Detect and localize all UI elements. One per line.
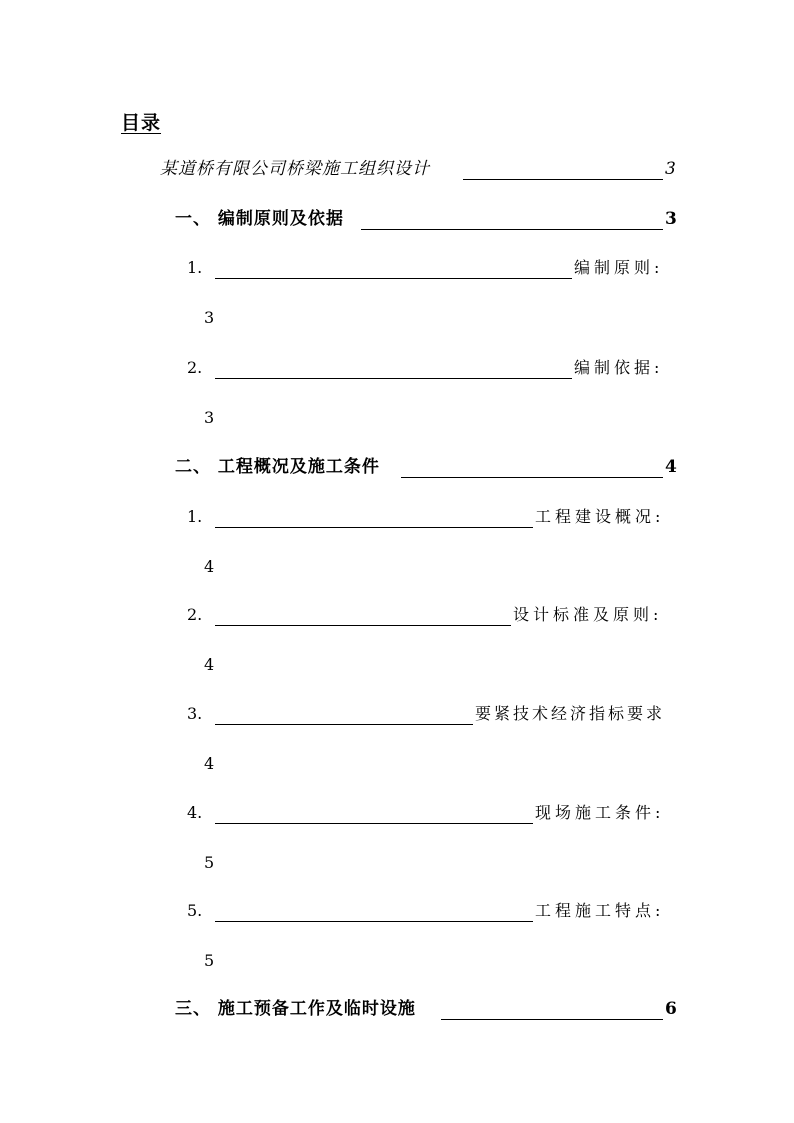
page-number: 4 xyxy=(665,457,677,477)
toc-section-3[interactable] xyxy=(175,997,680,1027)
page-number: 5 xyxy=(204,951,215,970)
item-number: 2. xyxy=(187,358,203,377)
leader-line xyxy=(463,179,663,180)
item-number: 5. xyxy=(187,901,203,920)
item-number: 4. xyxy=(187,803,203,822)
leader-line xyxy=(215,278,572,279)
item-number: 2. xyxy=(187,605,203,624)
item-label: 要紧技术经济指标要求 xyxy=(475,704,666,723)
item-label: 工程建设概况: xyxy=(535,507,665,526)
section-label: 三、 施工预备工作及临时设施 xyxy=(175,999,416,1019)
leader-line xyxy=(215,625,511,626)
item-label: 工程施工特点: xyxy=(535,901,665,920)
leader-line xyxy=(401,477,663,478)
item-label: 编制原则: xyxy=(574,258,664,277)
leader-line xyxy=(215,921,533,922)
item-number: 1. xyxy=(187,258,203,277)
toc-item-2-4[interactable] xyxy=(187,801,677,881)
toc-section-2[interactable] xyxy=(175,455,680,485)
leader-line xyxy=(215,724,473,725)
page-number: 6 xyxy=(665,999,677,1019)
page-number: 3 xyxy=(204,408,215,427)
page-number: 3 xyxy=(665,209,677,229)
item-number: 3. xyxy=(187,704,203,723)
leader-line xyxy=(361,229,663,230)
toc-item-2-2[interactable] xyxy=(187,603,677,683)
toc-title: 目录 xyxy=(121,112,162,134)
toc-item-2-5[interactable] xyxy=(187,899,677,979)
leader-line xyxy=(215,527,533,528)
page-number: 3 xyxy=(204,308,215,327)
page-number: 4 xyxy=(204,557,215,576)
toc-item-2-3[interactable] xyxy=(187,702,677,782)
item-label: 现场施工条件: xyxy=(535,803,665,822)
toc-item-2-1[interactable] xyxy=(187,505,677,585)
leader-line xyxy=(215,823,533,824)
leader-line xyxy=(215,378,572,379)
toc-item-1-2[interactable] xyxy=(187,356,677,436)
page-number: 3 xyxy=(665,159,676,179)
item-label: 编制依据: xyxy=(574,358,664,377)
page-number: 4 xyxy=(204,754,215,773)
leader-line xyxy=(441,1019,663,1020)
item-label: 设计标准及原则: xyxy=(513,605,663,624)
page-number: 5 xyxy=(204,853,215,872)
page-number: 4 xyxy=(204,655,215,674)
section-label: 二、 工程概况及施工条件 xyxy=(175,457,380,477)
section-label: 一、 编制原则及依据 xyxy=(175,209,344,229)
item-number: 1. xyxy=(187,507,203,526)
toc-item-1-1[interactable] xyxy=(187,256,677,336)
toc-main-entry[interactable] xyxy=(160,157,680,187)
main-entry-label: 某道桥有限公司桥梁施工组织设计 xyxy=(160,159,430,179)
toc-section-1[interactable] xyxy=(175,207,680,237)
